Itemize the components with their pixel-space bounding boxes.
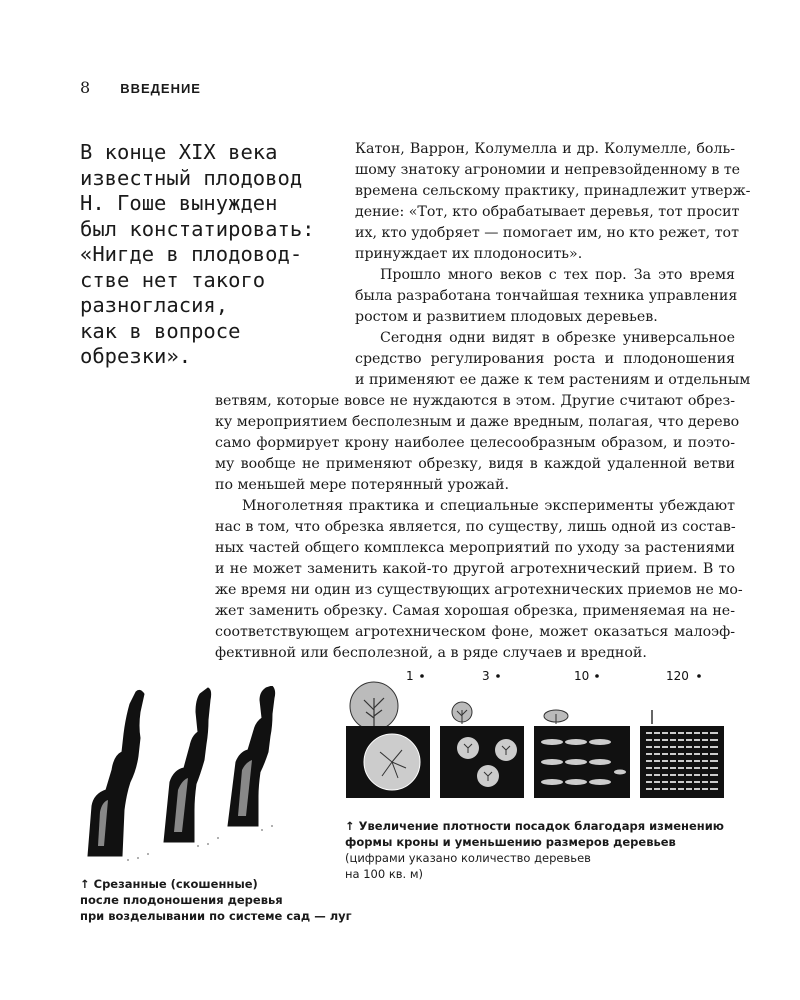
body-line: Прошло много веков с тех пор. За это время bbox=[380, 267, 735, 283]
section-title: ВВЕДЕНИЕ bbox=[120, 81, 201, 96]
count-dot bbox=[420, 674, 424, 678]
body-line: Многолетняя практика и специальные эксперименты убеждают bbox=[242, 498, 735, 514]
caption-line: (цифрами указано количество деревьев bbox=[345, 851, 591, 865]
body-line: и применяют ее даже к тем растениям и отдельным bbox=[355, 372, 751, 388]
dense-tree-grid bbox=[646, 732, 718, 790]
count-label-120: 120 bbox=[666, 669, 689, 683]
pull-quote-line: обрезки». bbox=[80, 344, 192, 368]
caption-line: после плодоношения деревья bbox=[80, 893, 283, 907]
body-line: времена сельскому практику, принадлежит утверж- bbox=[355, 183, 751, 199]
plot-3 bbox=[440, 726, 524, 798]
body-line: шому знатоку агрономии и непревзойденному в те bbox=[355, 162, 741, 178]
pull-quote-line: Н. Гоше вынужден bbox=[80, 191, 278, 215]
body-line: Катон, Варрон, Колумелла и др. Колумелле, боль- bbox=[355, 141, 735, 157]
pull-quote-line: стве нет такого bbox=[80, 267, 266, 292]
body-line: му вообще не применяют обрезку, видя в каждой удаленной ветви bbox=[215, 456, 735, 472]
count-label-3: 3 bbox=[482, 669, 490, 683]
right-figure-caption bbox=[345, 818, 745, 882]
count-dot bbox=[595, 674, 599, 678]
caption-line: при возделывании по системе сад — луг bbox=[80, 909, 352, 923]
body-line: их, кто удобряет — помогает им, но кто режет, тот bbox=[355, 225, 739, 241]
pull-quote-line: разногласия, bbox=[80, 293, 229, 317]
pull-quote-line: известный плодовод bbox=[80, 165, 303, 190]
pull-quote-line: «Нигде в плодовод- bbox=[80, 242, 303, 266]
body-line: соответствующем агротехническом фоне, может оказаться малоэф- bbox=[215, 624, 735, 640]
planting-density-diagram bbox=[340, 668, 740, 808]
stump-3 bbox=[228, 686, 275, 826]
pull-quote-line: был констатировать: bbox=[80, 216, 315, 241]
tree-stumps-illustration bbox=[78, 686, 338, 866]
body-line: ростом и развитием плодовых деревьев. bbox=[355, 309, 658, 325]
ground-dots bbox=[127, 825, 273, 861]
body-line: по меньшей мере потерянный урожай. bbox=[215, 477, 509, 493]
body-line: и не может заменить какой-то другой агротехнический прием. В то bbox=[215, 561, 735, 577]
page-number: 8 bbox=[80, 78, 91, 97]
body-line: Сегодня одни видят в обрезке универсальное bbox=[380, 330, 735, 346]
body-line: фективной или бесполезной, а в ряде случаев и вредной. bbox=[215, 645, 647, 661]
tree-side-views bbox=[350, 682, 652, 730]
body-line: дение: «Тот, кто обрабатывает деревья, тот просит bbox=[355, 204, 740, 220]
stump-1 bbox=[88, 690, 144, 856]
body-line: ных частей общего комплекса мероприятий по уходу за растениями bbox=[215, 540, 735, 556]
count-dot bbox=[697, 674, 701, 678]
pull-quote-line: как в вопросе bbox=[80, 318, 241, 343]
body-line: была разработана тончайшая техника управления bbox=[355, 288, 738, 304]
pull-quote-line: В конце XIX века bbox=[80, 140, 278, 164]
page-header bbox=[80, 78, 201, 97]
count-label-1: 1 bbox=[406, 669, 414, 683]
body-line: само формирует крону наиболее целесообразным образом, и поэто- bbox=[215, 435, 735, 451]
body-line: ветвям, которые вовсе не нуждаются в этом. Другие считают обрез- bbox=[215, 393, 735, 409]
caption-line: ↑ Срезанные (скошенные) bbox=[80, 877, 258, 891]
body-line: принуждает их плодоносить». bbox=[355, 246, 583, 262]
caption-line: формы кроны и уменьшению размеров деревьев bbox=[345, 835, 676, 849]
body-line: нас в том, что обрезка является, по существу, лишь одной из состав- bbox=[215, 519, 736, 535]
body-line: же время ни один из существующих агротехнических приемов не мо- bbox=[215, 582, 743, 598]
body-line: ку мероприятием бесполезным и даже вредным, полагая, что дерево bbox=[215, 414, 740, 430]
body-line: жет заменить обрезку. Самая хорошая обрезка, применяемая на не- bbox=[215, 603, 735, 619]
stump-2 bbox=[164, 688, 211, 842]
count-dot bbox=[496, 674, 500, 678]
body-text bbox=[215, 139, 751, 664]
caption-line: ↑ Увеличение плотности посадок благодаря изменению bbox=[345, 819, 724, 833]
left-figure-caption bbox=[80, 876, 380, 924]
caption-line: на 100 кв. м) bbox=[345, 867, 424, 881]
count-label-10: 10 bbox=[574, 669, 590, 683]
body-line: средство регулирования роста и плодоношения bbox=[355, 351, 735, 367]
